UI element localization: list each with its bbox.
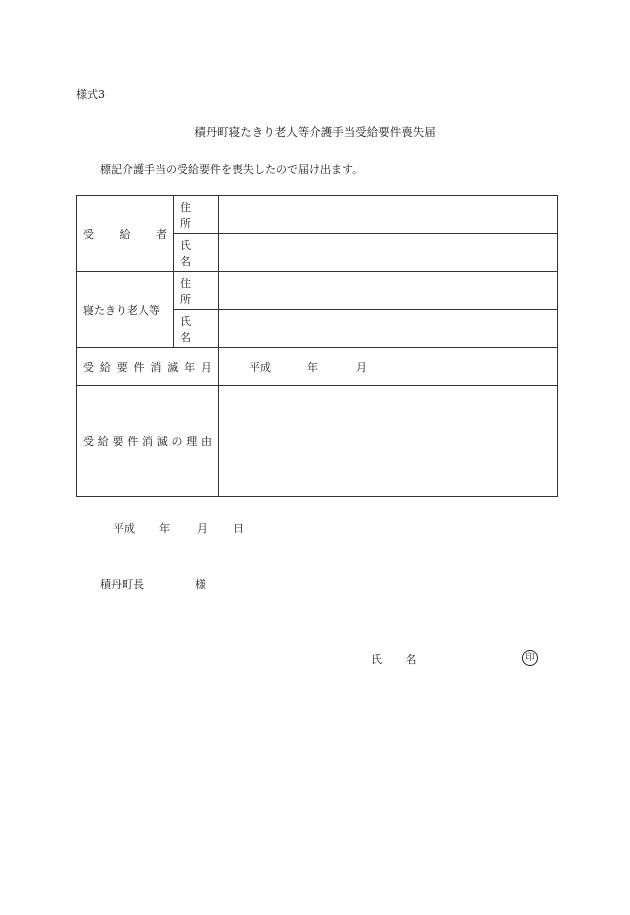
reason-label-char: 消 — [142, 435, 153, 448]
loss-date-row — [77, 348, 558, 386]
loss-date-label — [77, 348, 219, 386]
loss-date-label-char: 滅 — [167, 360, 179, 374]
loss-date-label-char: 受 — [83, 360, 94, 374]
reason-label-char: の — [171, 435, 183, 448]
seal-mark-icon: 印 — [522, 650, 538, 666]
applicant-name-label: 氏 名 — [371, 653, 427, 666]
bedridden-address-field[interactable] — [219, 272, 558, 310]
reason-label-char: 由 — [201, 435, 212, 448]
reason-row — [77, 386, 558, 497]
loss-date-label-char: 月 — [200, 360, 212, 374]
submission-month-unit: 月 — [197, 522, 208, 535]
submission-date-era: 平成 — [113, 522, 135, 535]
recipient-address-label: 住 所 — [174, 196, 219, 234]
recipient-label — [77, 196, 174, 272]
reason-label-char: 給 — [97, 435, 109, 448]
reason-field[interactable] — [219, 386, 558, 497]
recipient-label-char: 給 — [119, 227, 131, 241]
reason-label-char: 要 — [112, 435, 124, 448]
addressee-line — [100, 576, 206, 592]
recipient-address-row — [77, 196, 558, 234]
submission-date — [113, 520, 244, 536]
loss-date-year-unit: 年 — [307, 360, 318, 374]
reason-label-char: 滅 — [156, 435, 168, 448]
loss-date-month-unit: 月 — [356, 360, 367, 374]
form-number: 様式3 — [76, 88, 105, 101]
loss-date-label-char: 消 — [150, 360, 162, 374]
loss-date-era: 平成 — [249, 360, 271, 374]
addressee-name: 積丹町長 — [100, 578, 144, 591]
document-title: 積丹町寝たきり老人等介護手当受給要件喪失届 — [194, 125, 436, 139]
honorific: 様 — [195, 578, 206, 591]
recipient-name-label: 氏 名 — [174, 234, 219, 272]
loss-date-label-char: 件 — [133, 360, 145, 374]
recipient-address-field[interactable] — [219, 196, 558, 234]
bedridden-address-label: 住 所 — [174, 272, 219, 310]
submission-year-unit: 年 — [159, 522, 170, 535]
loss-date-field[interactable] — [219, 348, 558, 386]
reason-label-char: 件 — [127, 435, 139, 448]
bedridden-name-label: 氏 名 — [174, 310, 219, 348]
reason-label-char: 理 — [186, 435, 198, 448]
reason-label-char: 受 — [83, 435, 94, 448]
loss-date-label-char: 給 — [99, 360, 111, 374]
statement-text: 標記介護手当の受給要件を喪失したので届け出ます。 — [100, 163, 364, 176]
loss-date-label-char: 要 — [116, 360, 128, 374]
bedridden-name-field[interactable] — [219, 310, 558, 348]
recipient-label-char: 者 — [156, 227, 167, 241]
recipient-name-field[interactable] — [219, 234, 558, 272]
loss-date-label-char: 年 — [184, 360, 196, 374]
bedridden-person-label: 寝たきり老人等 — [77, 272, 174, 348]
notification-form-table — [76, 195, 558, 497]
reason-label — [77, 386, 219, 497]
submission-day-unit: 日 — [233, 522, 244, 535]
recipient-label-char: 受 — [83, 227, 94, 241]
bedridden-address-row — [77, 272, 558, 310]
